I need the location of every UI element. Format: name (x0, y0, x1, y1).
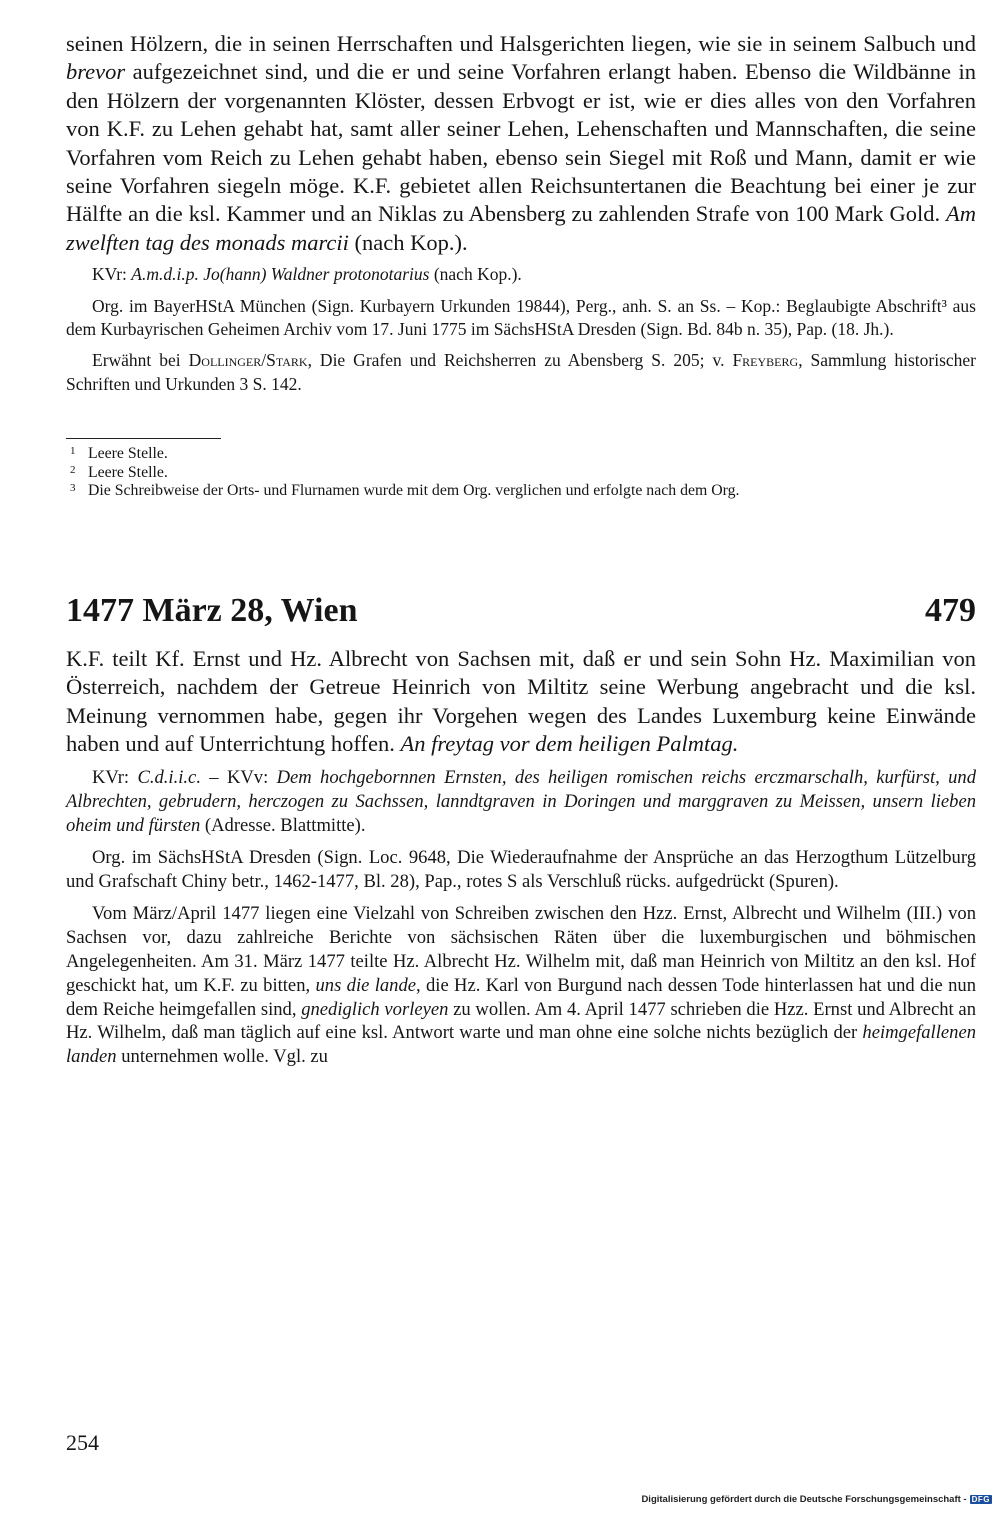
dfg-logo: DFG (971, 1495, 990, 1504)
footnote (66, 464, 976, 483)
italic-run: Dem hochgebornnen Ernsten, des heiligen romischen reichs erczmarschalh, kurfürst, und Albrechten, gebrudern, herczogen zu Sachssen, lanndtgraven in Doringen und marggraven zu Meissen, unsern lieben oheim und fürsten (66, 767, 976, 837)
text-run: Vom März/April 1477 liegen eine Vielzahl von Schreiben zwischen den Hzz. Ernst, Albrecht und Wilhelm (III.) von Sachsen vor, dazu zahlreiche Berichte von sächsischen Räten über die luxemburgischen und böhmischen Angelegenheiten. Am 31. März 1477 teilte Hz. Albrecht Hz. Wilhelm mit, daß man Heinrich von Miltitz an den ksl. Hof geschickt hat, um K.F. zu bitten, (66, 902, 976, 996)
footnote-text: Leere Stelle. (88, 445, 168, 463)
text-run: – KVv: (200, 767, 277, 789)
footnote-mark: 2 (70, 463, 76, 476)
footnote (66, 445, 976, 464)
footnote (66, 482, 976, 501)
italic-run: A.m.d.i.p. Jo(hann) Waldner protonotarius (131, 264, 430, 285)
text-run: , Sammlung historischer Schriften und Urkunden 3 S. 142. (66, 350, 977, 394)
original-note-2: Org. im SächsHStA Dresden (Sign. Loc. 9648, Die Wiederaufnahme der Ansprüche an das Herzogthum Lützelburg und Grafschaft Chiny betr., 1462-1477, Bl. 28), Pap., rotes S als Verschluß rücks. aufgedrückt (Spuren). (66, 847, 976, 893)
funding-text: Digitalisierung gefördert durch die Deutsche Forschungsgemeinschaft - (641, 1494, 967, 1505)
text-run: , die Hz. Karl von Burgund nach dessen Tode hinterlassen hat und die nun dem Reiche heimgefallen sind, (66, 974, 977, 1020)
footnote-mark: 3 (70, 482, 76, 495)
entry-heading (66, 591, 976, 631)
footnote-text: Leere Stelle. (88, 463, 168, 481)
regest-summary (66, 645, 976, 759)
italic-run: An freytag vor dem heiligen Palmtag. (400, 731, 739, 756)
text-run: seinen Hölzern, die in seinen Herrschaften und Halsgerichten liegen, wie sie in seinem Salbuch und (66, 31, 976, 56)
text-run: KVr: (92, 264, 132, 285)
italic-run: uns die lande (315, 974, 417, 996)
entry-date-place: 1477 März 28, Wien (66, 591, 358, 629)
italic-run: gnediglich vorleyen (301, 998, 449, 1020)
commentary-paragraph (66, 902, 976, 1069)
text-run: (nach Kop.). (429, 264, 522, 285)
page-number: 254 (66, 1430, 99, 1455)
entry-number: 479 (925, 591, 976, 629)
italic-run: Am zwelften tag des monads marcii (66, 201, 976, 255)
text-run: Erwähnt bei (92, 350, 189, 371)
document-page (66, 30, 976, 1069)
text-run: unternehmen wolle. Vgl. zu (116, 1046, 328, 1068)
text-run: (Adresse. Blattmitte). (200, 815, 366, 837)
intro-paragraph (66, 30, 976, 257)
smallcaps-run: Dollinger/Stark (188, 350, 308, 371)
kvr-note-1 (66, 263, 976, 286)
text-run: K.F. teilt Kf. Ernst und Hz. Albrecht von Sachsen mit, daß er und sein Sohn Hz. Maximilian von Österreich, nachdem der Getreue Heinrich von Miltitz seine Werbung angebracht und die ksl. Meinung vernommen habe, gegen ihr Vorgehen wegen des Landes Luxemburg keine Einwände haben und auf Unterrichtung hoffen. (66, 645, 976, 756)
text-run: aufgezeichnet sind, und die er und seine Vorfahren erlangt haben. Ebenso die Wildbänne in den Hölzern der vorgenannten Klöster, dessen Erbvogt er ist, wie er dies alles von den Vorfahren von K.F. zu Lehen gehabt hat, samt aller seiner Lehen, Lehenschaften und Mannschaften, die seine Vorfahren vom Reich zu Lehen gehabt haben, ebenso sein Siegel mit Roß und Mann, damit er wie seine Vorfahren siegeln möge. K.F. gebietet allen Reichsuntertanen die Beachtung bei einer je zur Hälfte an die ksl. Kammer und an Niklas zu Abensberg zu zahlenden Strafe von 100 Mark Gold. (66, 59, 976, 227)
original-note-1: Org. im BayerHStA München (Sign. Kurbayern Urkunden 19844), Perg., anh. S. an Ss. – Kop.: Beglaubigte Abschrift³ aus dem Kurbayrischen Geheimen Archiv vom 17. Juni 1775 im SächsHStA Dresden (Sign. Bd. 84b n. 35), Pap. (18. Jh.). (66, 295, 976, 340)
text-run: (nach Kop.). (348, 229, 468, 255)
footnote-mark: 1 (70, 445, 76, 458)
italic-run: brevor (66, 59, 126, 85)
text-run: KVr: (92, 767, 138, 789)
text-run: zu wollen. Am 4. April 1477 schrieben die Hzz. Ernst und Albrecht an Hz. Wilhelm, daß man täglich auf eine ksl. Antwort warte und man ohne eine solche nichts bezüglich der (66, 998, 976, 1044)
text-run: , Die Grafen und Reichsherren zu Abensberg S. 205; v. (307, 350, 733, 371)
funding-notice (641, 1494, 992, 1505)
italic-run: heimgefallenen landen (66, 1022, 976, 1068)
footnote-text: Die Schreibweise der Orts- und Flurnamen wurde mit dem Org. verglichen und erfolgte nach dem Org. (88, 482, 740, 500)
footnote-divider (66, 438, 221, 439)
mentioned-note-1 (66, 349, 976, 396)
kvr-note-2 (66, 766, 976, 838)
smallcaps-run: Freyberg (732, 350, 799, 371)
italic-run: C.d.i.i.c. (137, 767, 201, 789)
